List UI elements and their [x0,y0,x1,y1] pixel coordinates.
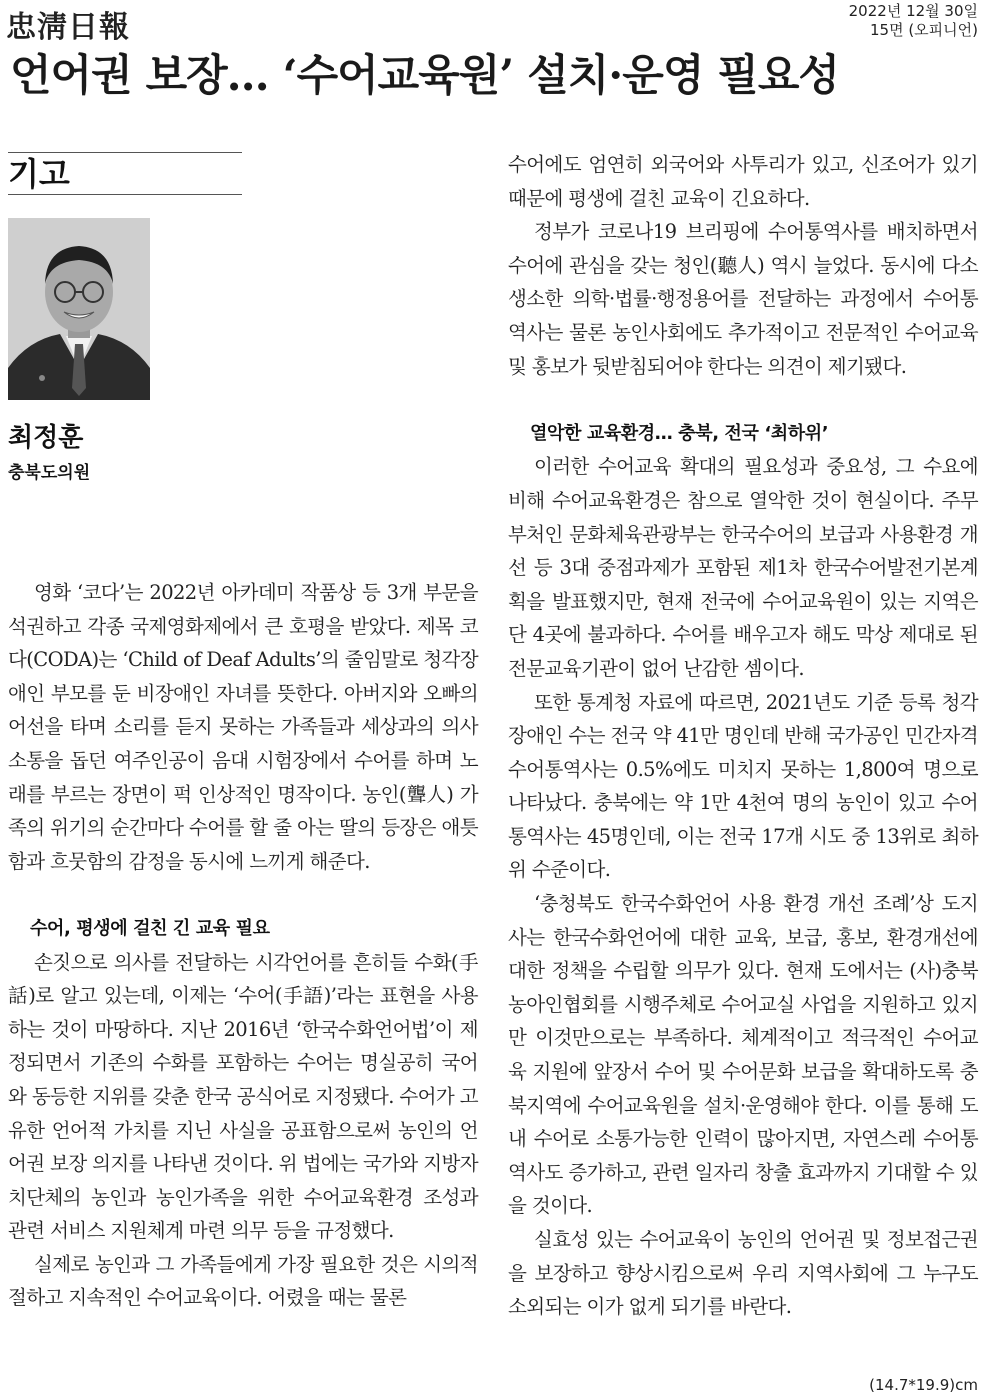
article-subheading: 수어, 평생에 걸친 긴 교육 필요 [30,917,270,939]
article-column-right [508,148,978,1324]
paragraph-gap [8,878,478,912]
issue-meta [849,2,978,40]
article-paragraph: ‘충청북도 한국수화언어 사용 환경 개선 조례’상 도지사는 한국수화언어에 대한 교육, 보급, 홍보, 환경개선에 대한 정책을 수립할 의무가 있다. 현재 도에서는 (사)충북농아인협회를 시행주체로 수어교실 사업을 지원하고 있지만 이것만으로는 부족하다. 체계적이고 적극적인 수어교육 지원에 앞장서 수어 및 수어문화 보급을 확대하도록 충북지역에 수어교육원을 설치·운영해야 한다. 이를 통해 도내 수어로 소통가능한 인력이 많아지면, 자연스레 수어통역사도 증가하고, 관련 일자리 창출 효과까지 기대할 수 있을 것이다. [508,892,978,1218]
article-paragraph: 수어에도 엄연히 외국어와 사투리가 있고, 신조어가 있기 때문에 평생에 걸친 교육이 긴요하다. [508,153,978,210]
article-paragraph: 이러한 수어교육 확대의 필요성과 중요성, 그 수요에 비해 수어교육환경은 참으로 열악한 것이 현실이다. 주무부처인 문화체육관광부는 한국수어의 보급과 사용환경 개선 등 3대 중점과제가 포함된 제1차 한국수어발전기본계획을 발표했지만, 현재 전국에 수어교육원이 있는 지역은 단 4곳에 불과하다. 수어를 배우고자 해도 막상 제대로 된 전문교육기관이 없어 난감한 셈이다. [508,455,978,680]
author-portrait-icon [8,218,150,400]
newspaper-masthead: 忠淸日報 [6,10,130,45]
section-rule-top [8,152,242,153]
article-paragraph: 정부가 코로나19 브리핑에 수어통역사를 배치하면서 수어에 관심을 갖는 청인(聽人) 역시 늘었다. 동시에 다소 생소한 의학·법률·행정용어를 전달하는 과정에서 수어통역사는 물론 농인사회에도 추가적이고 전문적인 수어교육 및 홍보가 뒷받침되어야 한다는 의견이 제기됐다. [508,220,978,378]
section-label: 기고 [8,155,70,193]
clipping-dimensions: (14.7*19.9)cm [869,1376,978,1394]
article-paragraph: 손짓으로 의사를 전달하는 시각언어를 흔히들 수화(手話)로 알고 있는데, 이제는 ‘수어(手語)’라는 표현을 사용하는 것이 마땅하다. 지난 2016년 ‘한국수화언어법’이 제정되면서 기존의 수화를 포함하는 수어는 명실공히 국어와 동등한 지위를 갖춘 한국 공식어로 지정됐다. 수어가 고유한 언어적 가치를 지닌 사실을 공표함으로써 농인의 언어권 보장 의지를 나타낸 것이다. 위 법에는 국가와 지방자치단체의 농인과 농인가족을 위한 수어교육환경 조성과 관련 서비스 지원체계 마련 의무 등을 규정했다. [8,950,478,1243]
author-portrait-svg [8,218,150,400]
issue-page: 15면 (오피니언) [869,21,978,39]
author-title: 충북도의원 [8,463,91,483]
article-paragraph: 실제로 농인과 그 가족들에게 가장 필요한 것은 시의적절하고 지속적인 수어교육이다. 어렸을 때는 물론 [8,1252,478,1310]
article-paragraph: 또한 통계청 자료에 따르면, 2021년도 기준 등록 청각장애인 수는 전국 약 41만 명인데 반해 국가공인 민간자격 수어통역사는 0.5%에도 미치지 못하는 1,800여 명으로 나타났다. 충북에는 약 1만 4천여 명의 농인이 있고 수어통역사는 45명인데, 이는 전국 17개 시도 중 13위로 최하위 수준이다. [508,690,978,882]
section-rule-bottom [8,194,242,195]
article-column-left [8,576,478,1315]
paragraph-gap [508,383,978,417]
article-paragraph: 실효성 있는 수어교육이 농인의 언어권 및 정보접근권을 보장하고 향상시킴으로써 우리 지역사회에 그 누구도 소외되는 이가 없게 되기를 바란다. [508,1228,978,1319]
article-subheading: 열악한 교육환경… 충북, 전국 ‘최하위’ [530,422,829,444]
article-paragraph: 영화 ‘코다’는 2022년 아카데미 작품상 등 3개 부문을 석권하고 각종 국제영화제에서 큰 호평을 받았다. 제목 코다(CODA)는 ‘Child of Deaf Adults’의 줄임말로 청각장애인 부모를 둔 비장애인 자녀를 뜻한다. 아버지와 오빠의 어선을 타며 소리를 듣지 못하는 가족들과 세상과의 의사소통을 돕던 여주인공이 음대 시험장에서 수어를 하며 노래를 부르는 장면이 퍽 인상적인 명작이다. 농인(聾人) 가족의 위기의 순간마다 수어를 할 줄 아는 딸의 등장은 애틋함과 흐뭇함의 감정을 동시에 느끼게 해준다. [8,581,478,873]
issue-date: 2022년 12월 30일 [848,2,978,20]
article-headline: 언어권 보장… ‘수어교육원’ 설치·운영 필요성 [10,51,839,101]
author-name: 최정훈 [8,423,84,453]
